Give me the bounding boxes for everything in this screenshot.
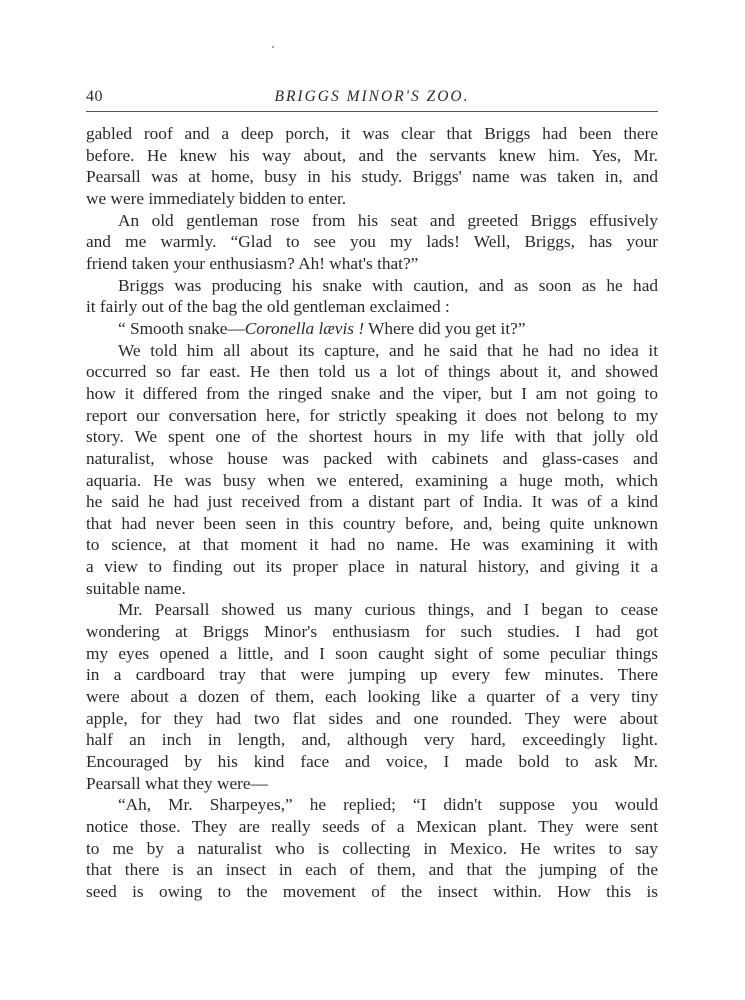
text-line — [86, 578, 658, 600]
text-line-continuation: Where did you get it?” — [364, 318, 526, 338]
text-line-content: were about a dozen of them, each looking like a quarter of a very tiny — [86, 687, 658, 707]
text-line-content: before. He knew his way about, and the servants knew him. Yes, Mr. — [86, 145, 658, 165]
text-line — [86, 145, 658, 167]
text-line-content: to science, at that moment it had no name. He was examining it with — [86, 535, 658, 555]
text-line-content: my eyes opened a little, and I soon caught sight of some peculiar things — [86, 643, 658, 663]
text-line — [86, 773, 658, 795]
text-line — [86, 838, 658, 860]
text-line-content: notice those. They are really seeds of a Mexican plant. They were sent — [86, 817, 658, 836]
text-line — [86, 166, 658, 188]
text-line-content: Pearsall was at home, busy in his study. Briggs' name was taken in, and — [86, 167, 658, 187]
text-line-content: a view to finding out its proper place in natural history, and giving it a — [86, 557, 658, 577]
text-line-content: story. We spent one of the shortest hours in my life with that jolly old — [86, 427, 658, 447]
text-line — [86, 599, 658, 621]
text-line — [86, 621, 658, 643]
text-line — [86, 426, 658, 448]
text-line-content: seed is owing to the movement of the insect within. How this is — [86, 881, 658, 901]
text-line — [86, 296, 658, 318]
text-line-content: occurred so far east. He then told us a lot of things about it, and showed — [86, 362, 658, 382]
text-line — [86, 318, 658, 340]
text-line-content: wondering at Briggs Minor's enthusiasm for such studies. I had got — [86, 622, 658, 642]
text-line — [86, 881, 658, 903]
page-number: 40 — [86, 88, 103, 105]
text-line — [86, 751, 658, 773]
body-text — [86, 123, 658, 903]
text-line — [86, 470, 658, 492]
text-line — [86, 643, 658, 665]
text-line — [86, 664, 658, 686]
text-line-content: half an inch in length, and, although very hard, exceedingly light. — [86, 730, 658, 750]
text-line — [86, 340, 658, 362]
text-line-content: aquaria. He was busy when we entered, examining a huge moth, which — [86, 470, 658, 490]
text-line — [86, 361, 658, 383]
text-line — [86, 123, 658, 145]
text-line-content: apple, for they had two flat sides and one rounded. They were about — [86, 708, 658, 728]
text-line-content: Briggs was producing his snake with caution, and as soon as he had — [118, 275, 658, 295]
text-line-content: We told him all about its capture, and he said that he had no idea it — [118, 340, 658, 360]
text-line — [86, 448, 658, 470]
text-line-content: report our conversation here, for strictly speaking it does not belong to my — [86, 405, 658, 425]
text-line-content: friend taken your enthusiasm? Ah! what's that?” — [86, 253, 419, 273]
text-line — [86, 405, 658, 427]
text-line — [86, 383, 658, 405]
text-line — [86, 708, 658, 730]
text-line — [86, 859, 658, 881]
text-line-content: it fairly out of the bag the old gentleman exclaimed : — [86, 297, 450, 317]
print-speck — [272, 46, 274, 48]
text-line-content: An old gentleman rose from his seat and greeted Briggs effusively — [118, 210, 658, 230]
text-line — [86, 275, 658, 297]
text-line — [86, 556, 658, 578]
text-line-content: suitable name. — [86, 578, 186, 598]
text-line-content: “Ah, Mr. Sharpeyes,” he replied; “I didn't suppose you would — [118, 795, 658, 815]
text-line — [86, 729, 658, 751]
text-line-content: Encouraged by his kind face and voice, I made bold to ask Mr. — [86, 752, 658, 772]
text-line — [86, 253, 658, 275]
text-line-content: and me warmly. “Glad to see you my lads! Well, Briggs, has your — [86, 232, 658, 252]
text-line-content: he said he had just received from a distant part of India. It was of a kind — [86, 492, 658, 512]
text-line-content: that had never been seen in this country before, and, being quite unknown — [86, 513, 658, 533]
text-line — [86, 794, 658, 816]
text-line — [86, 534, 658, 556]
text-line-content: gabled roof and a deep porch, it was clear that Briggs had been there — [86, 124, 658, 143]
header-rule — [86, 111, 658, 112]
text-line — [86, 686, 658, 708]
text-line-content: naturalist, whose house was packed with cabinets and glass-cases and — [86, 448, 658, 468]
text-line-content: “ Smooth snake— — [118, 318, 245, 338]
text-line-content: to me by a naturalist who is collecting in Mexico. He writes to say — [86, 838, 658, 858]
text-line-content: Mr. Pearsall showed us many curious things, and I began to cease — [118, 600, 658, 620]
running-title: BRIGGS MINOR'S ZOO. — [274, 88, 470, 105]
text-line-content: that there is an insect in each of them, and that the jumping of the — [86, 860, 658, 880]
text-line-content: how it differed from the ringed snake and the viper, but I am not going to — [86, 383, 658, 403]
text-line — [86, 816, 658, 838]
text-line-content: Pearsall what they were— — [86, 773, 268, 793]
text-line-content: we were immediately bidden to enter. — [86, 188, 347, 208]
italic-species-name: Coronella lævis ! — [244, 318, 365, 338]
text-line — [86, 188, 658, 210]
text-line-content: in a cardboard tray that were jumping up every few minutes. There — [86, 665, 658, 685]
text-line — [86, 231, 658, 253]
page-header — [86, 84, 658, 110]
text-line — [86, 491, 658, 513]
text-line — [86, 210, 658, 232]
text-line — [86, 513, 658, 535]
